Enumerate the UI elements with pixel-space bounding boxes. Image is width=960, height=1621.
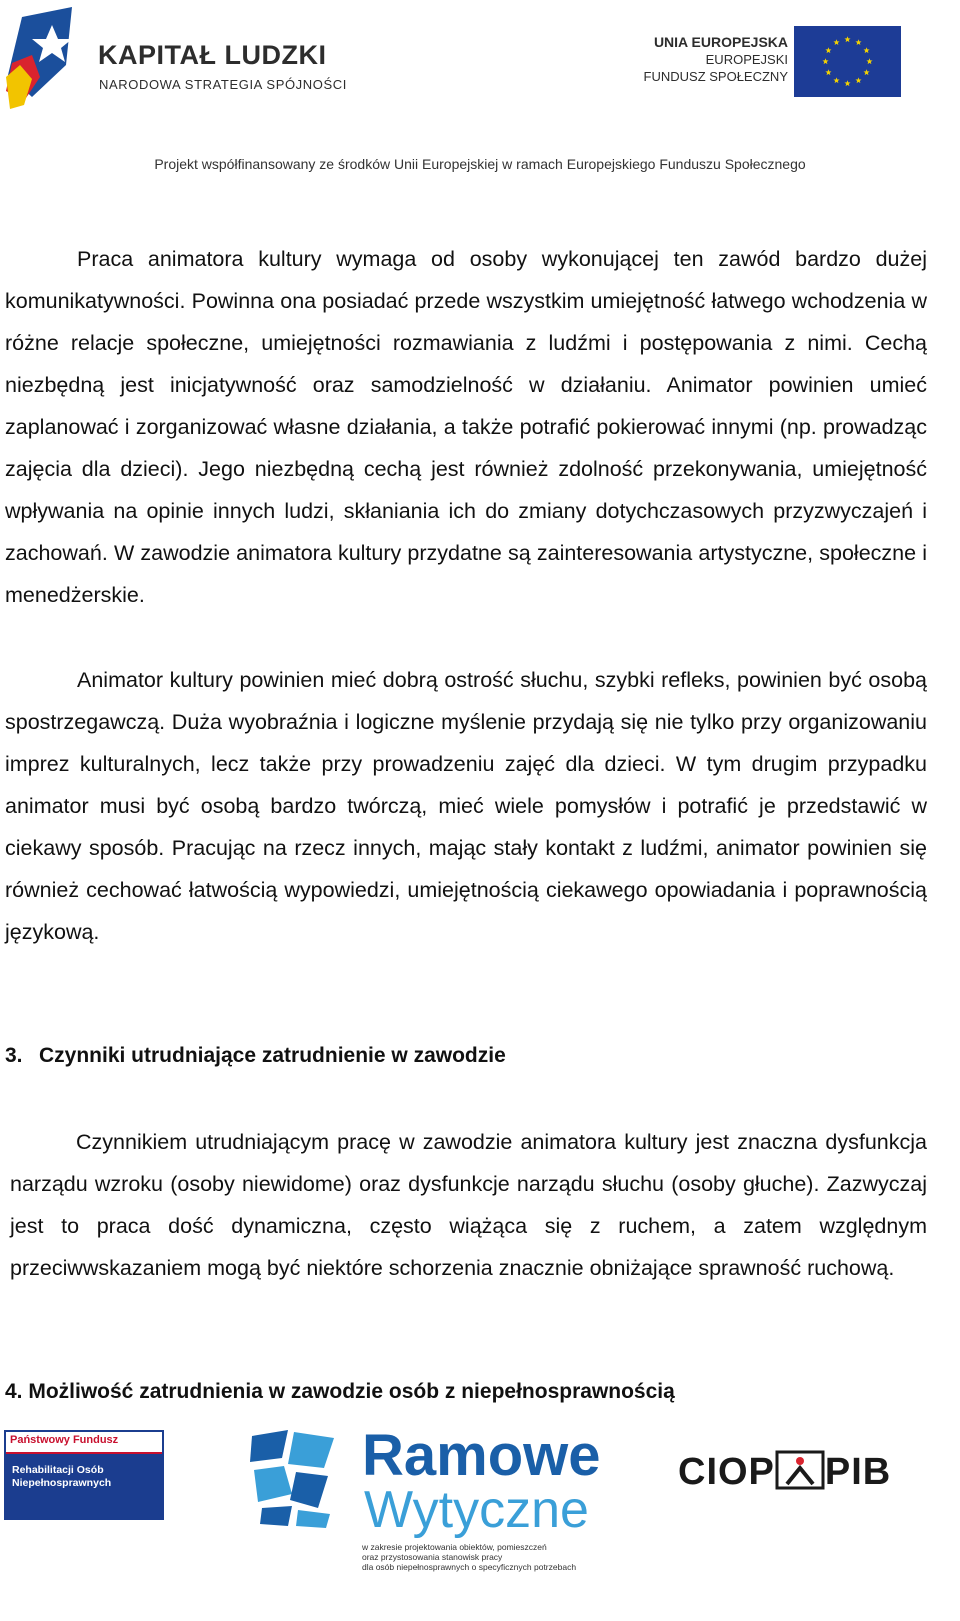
section-heading-4: 4. Możliwość zatrudnienia w zawodzie osób z niepełnosprawnością <box>5 1380 675 1403</box>
eu-flag-icon <box>794 26 901 97</box>
cofinance-note: Projekt współfinansowany ze środków Unii Europejskiej w ramach Europejskiego Funduszu Społecznego <box>154 156 806 172</box>
eu-line-2: EUROPEJSKI <box>705 52 788 67</box>
kapital-ludzki-title: KAPITAŁ LUDZKI <box>98 40 327 70</box>
eu-line-1: UNIA EUROPEJSKA <box>653 34 788 50</box>
eu-fund-text <box>644 34 788 85</box>
wytyczne-title: Wytyczne <box>364 1481 589 1539</box>
ramowe-small-line-3: dla osób niepełnosprawnych o specyficznych potrzebach <box>362 1562 577 1572</box>
ramowe-wytyczne-emblem-icon <box>248 1428 348 1528</box>
ciop-text: CIOP <box>678 1451 775 1493</box>
pfron-subtext <box>6 1454 162 1518</box>
kapital-ludzki-logo-icon <box>2 5 92 115</box>
eu-line-3: FUNDUSZ SPOŁECZNY <box>643 69 788 84</box>
pib-text: PIB <box>824 1451 892 1493</box>
ciop-pib-logo <box>678 1450 891 1494</box>
ramowe-small-line-2: oraz przystosowania stanowisk pracy <box>362 1552 503 1562</box>
page-header <box>0 0 960 200</box>
section-heading-3 <box>5 1044 506 1068</box>
pfron-line-2: Niepełnosprawnych <box>12 1477 112 1489</box>
section-number-3: 3. <box>5 1044 23 1067</box>
paragraph-3: Czynnikiem utrudniającym pracę w zawodzie animatora kultury jest znaczna dysfunkcja narządu wzroku (osoby niewidome) oraz dysfunkcje narządu słuchu (osoby głuche). Zazwyczaj jest to praca dość dynamiczna, często wiążąca się z ruchem, a zatem względnym przeciwwskazaniem mogą być niektóre schorzenia znacznie obniżające sprawność ruchową. <box>10 1130 927 1280</box>
paragraph-1: Praca animatora kultury wymaga od osoby wykonującej ten zawód bardzo dużej komunikatywności. Powinna ona posiadać przede wszystkim umiejętność łatwego wchodzenia w różne relacje społeczne, umiejętności rozmawiania z ludźmi i postępowania z nimi. Cechą niezbędną jest inicjatywność oraz samodzielność w działaniu. Animator powinien umieć zaplanować i zorganizować własne działania, a także potrafić pokierować innymi (np. prowadząc zajęcia dla dzieci). Jego niezbędną cechą jest również zdolność przekonywania, umiejętność wpływania na opinie innych ludzi, skłaniania ich do zmiany dotychczasowych przyzwyczajeń i zachowań. W zawodzie animatora kultury przydatne są zainteresowania artystyczne, społeczne i menedżerskie. <box>5 247 927 607</box>
pfron-line-1: Rehabilitacji Osób <box>12 1464 104 1476</box>
ramowe-small-line-1: w zakresie projektowania obiektów, pomieszczeń <box>362 1542 547 1552</box>
ciop-person-icon <box>775 1450 825 1490</box>
paragraph-2: Animator kultury powinien mieć dobrą ostrość słuchu, szybki refleks, powinien być osobą spostrzegawczą. Duża wyobraźnia i logiczne myślenie przydają się nie tylko przy organizowaniu imprez kulturalnych, lecz także przy prowadzeniu zajęć dla dzieci. W tym drugim przypadku animator musi być osobą bardzo twórczą, mieć wiele pomysłów i potrafić je przedstawić w ciekawy sposób. Pracując na rzecz innych, mając stały kontakt z ludźmi, animator powinien się również cechować łatwością wypowiedzi, umiejętnością ciekawego opowiadania i poprawnością językową. <box>5 668 927 944</box>
pfron-band-text: Państwowy Fundusz <box>10 1434 119 1446</box>
pfron-logo <box>4 1430 164 1520</box>
section-title-3: Czynniki utrudniające zatrudnienie w zawodzie <box>39 1044 506 1067</box>
ramowe-title: Ramowe <box>362 1423 601 1488</box>
page-footer <box>0 1420 960 1621</box>
ramowe-small-text <box>362 1542 576 1572</box>
pfron-band <box>6 1432 162 1454</box>
kapital-ludzki-subtitle: NARODOWA STRATEGIA SPÓJNOŚCI <box>99 77 347 92</box>
